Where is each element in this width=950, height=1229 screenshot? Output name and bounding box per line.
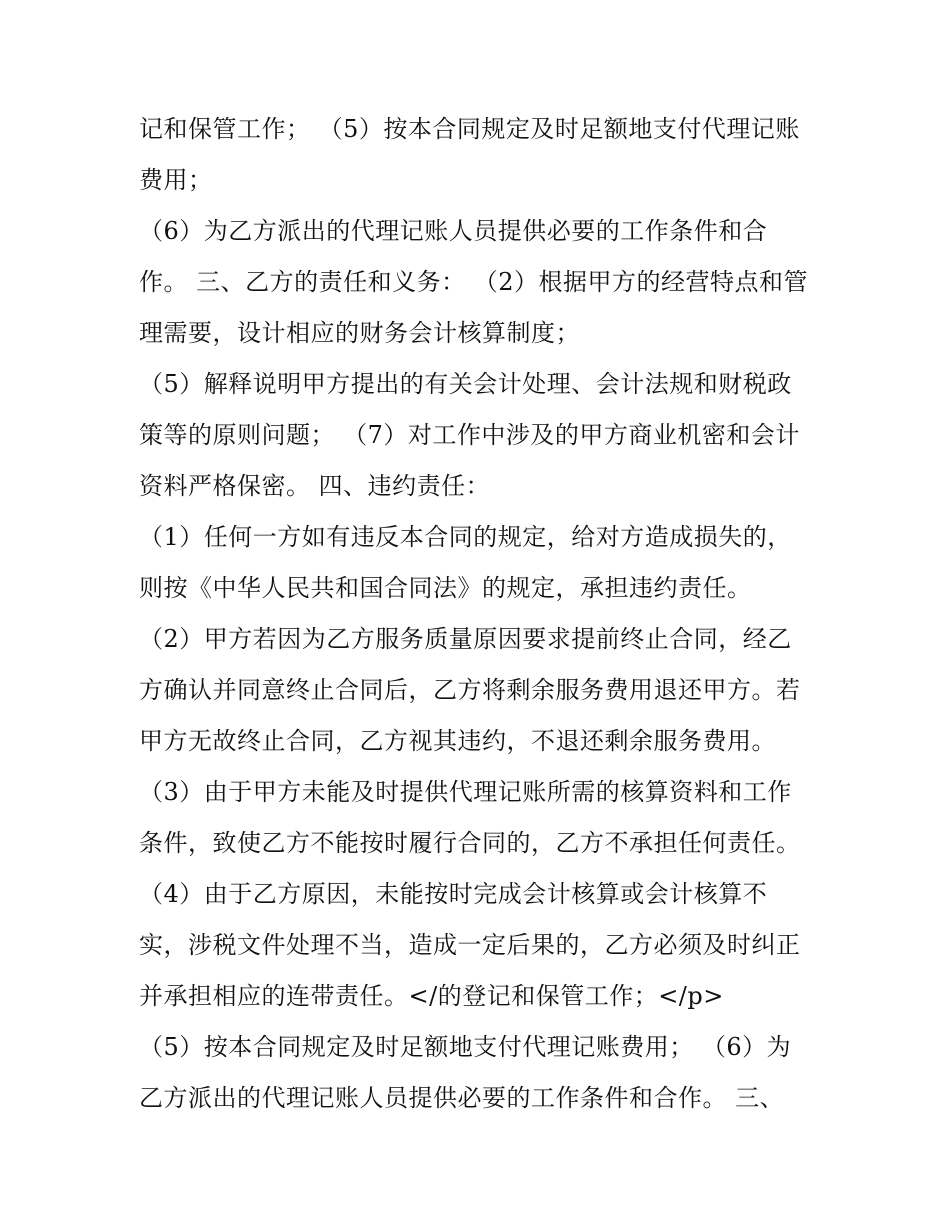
text-line: （6）为乙方派出的代理记账人员提供必要的工作条件和合: [139, 217, 768, 245]
text-line: 记和保管工作； （5）按本合同规定及时足额地支付代理记账: [139, 115, 800, 143]
text-line: 策等的原则问题； （7）对工作中涉及的甲方商业机密和会计: [139, 421, 800, 449]
text-line: （5）解释说明甲方提出的有关会计处理、会计法规和财税政: [139, 370, 792, 398]
text-line: 并承担相应的连带责任。</的登记和保管工作；</p>: [139, 982, 724, 1010]
text-line: 费用；: [139, 166, 213, 194]
text-line: 乙方派出的代理记账人员提供必要的工作条件和合作。 三、: [139, 1084, 785, 1112]
text-line: 甲方无故终止合同，乙方视其违约，不退还剩余服务费用。: [139, 727, 776, 755]
text-line: （5）按本合同规定及时足额地支付代理记账费用； （6）为: [139, 1033, 792, 1061]
text-line: （1）任何一方如有违反本合同的规定，给对方造成损失的，: [139, 523, 792, 551]
contract-text-body: [139, 104, 819, 1124]
text-line: 条件，致使乙方不能按时履行合同的，乙方不承担任何责任。: [139, 829, 801, 857]
text-line: 方确认并同意终止合同后，乙方将剩余服务费用退还甲方。若: [139, 676, 801, 704]
text-line: 作。 三、乙方的责任和义务： （2）根据甲方的经营特点和管: [139, 268, 809, 296]
text-line: （2）甲方若因为乙方服务质量原因要求提前终止合同，经乙: [139, 625, 792, 653]
text-line: 理需要，设计相应的财务会计核算制度；: [139, 319, 580, 347]
text-line: （3）由于甲方未能及时提供代理记账所需的核算资料和工作: [139, 778, 792, 806]
text-line: 资料严格保密。 四、违约责任：: [139, 472, 491, 500]
text-line: （4）由于乙方原因，未能按时完成会计核算或会计核算不: [139, 880, 768, 908]
text-line: 则按《中华人民共和国合同法》的规定，承担违约责任。: [139, 574, 752, 602]
text-line: 实，涉税文件处理不当，造成一定后果的，乙方必须及时纠正: [139, 931, 801, 959]
